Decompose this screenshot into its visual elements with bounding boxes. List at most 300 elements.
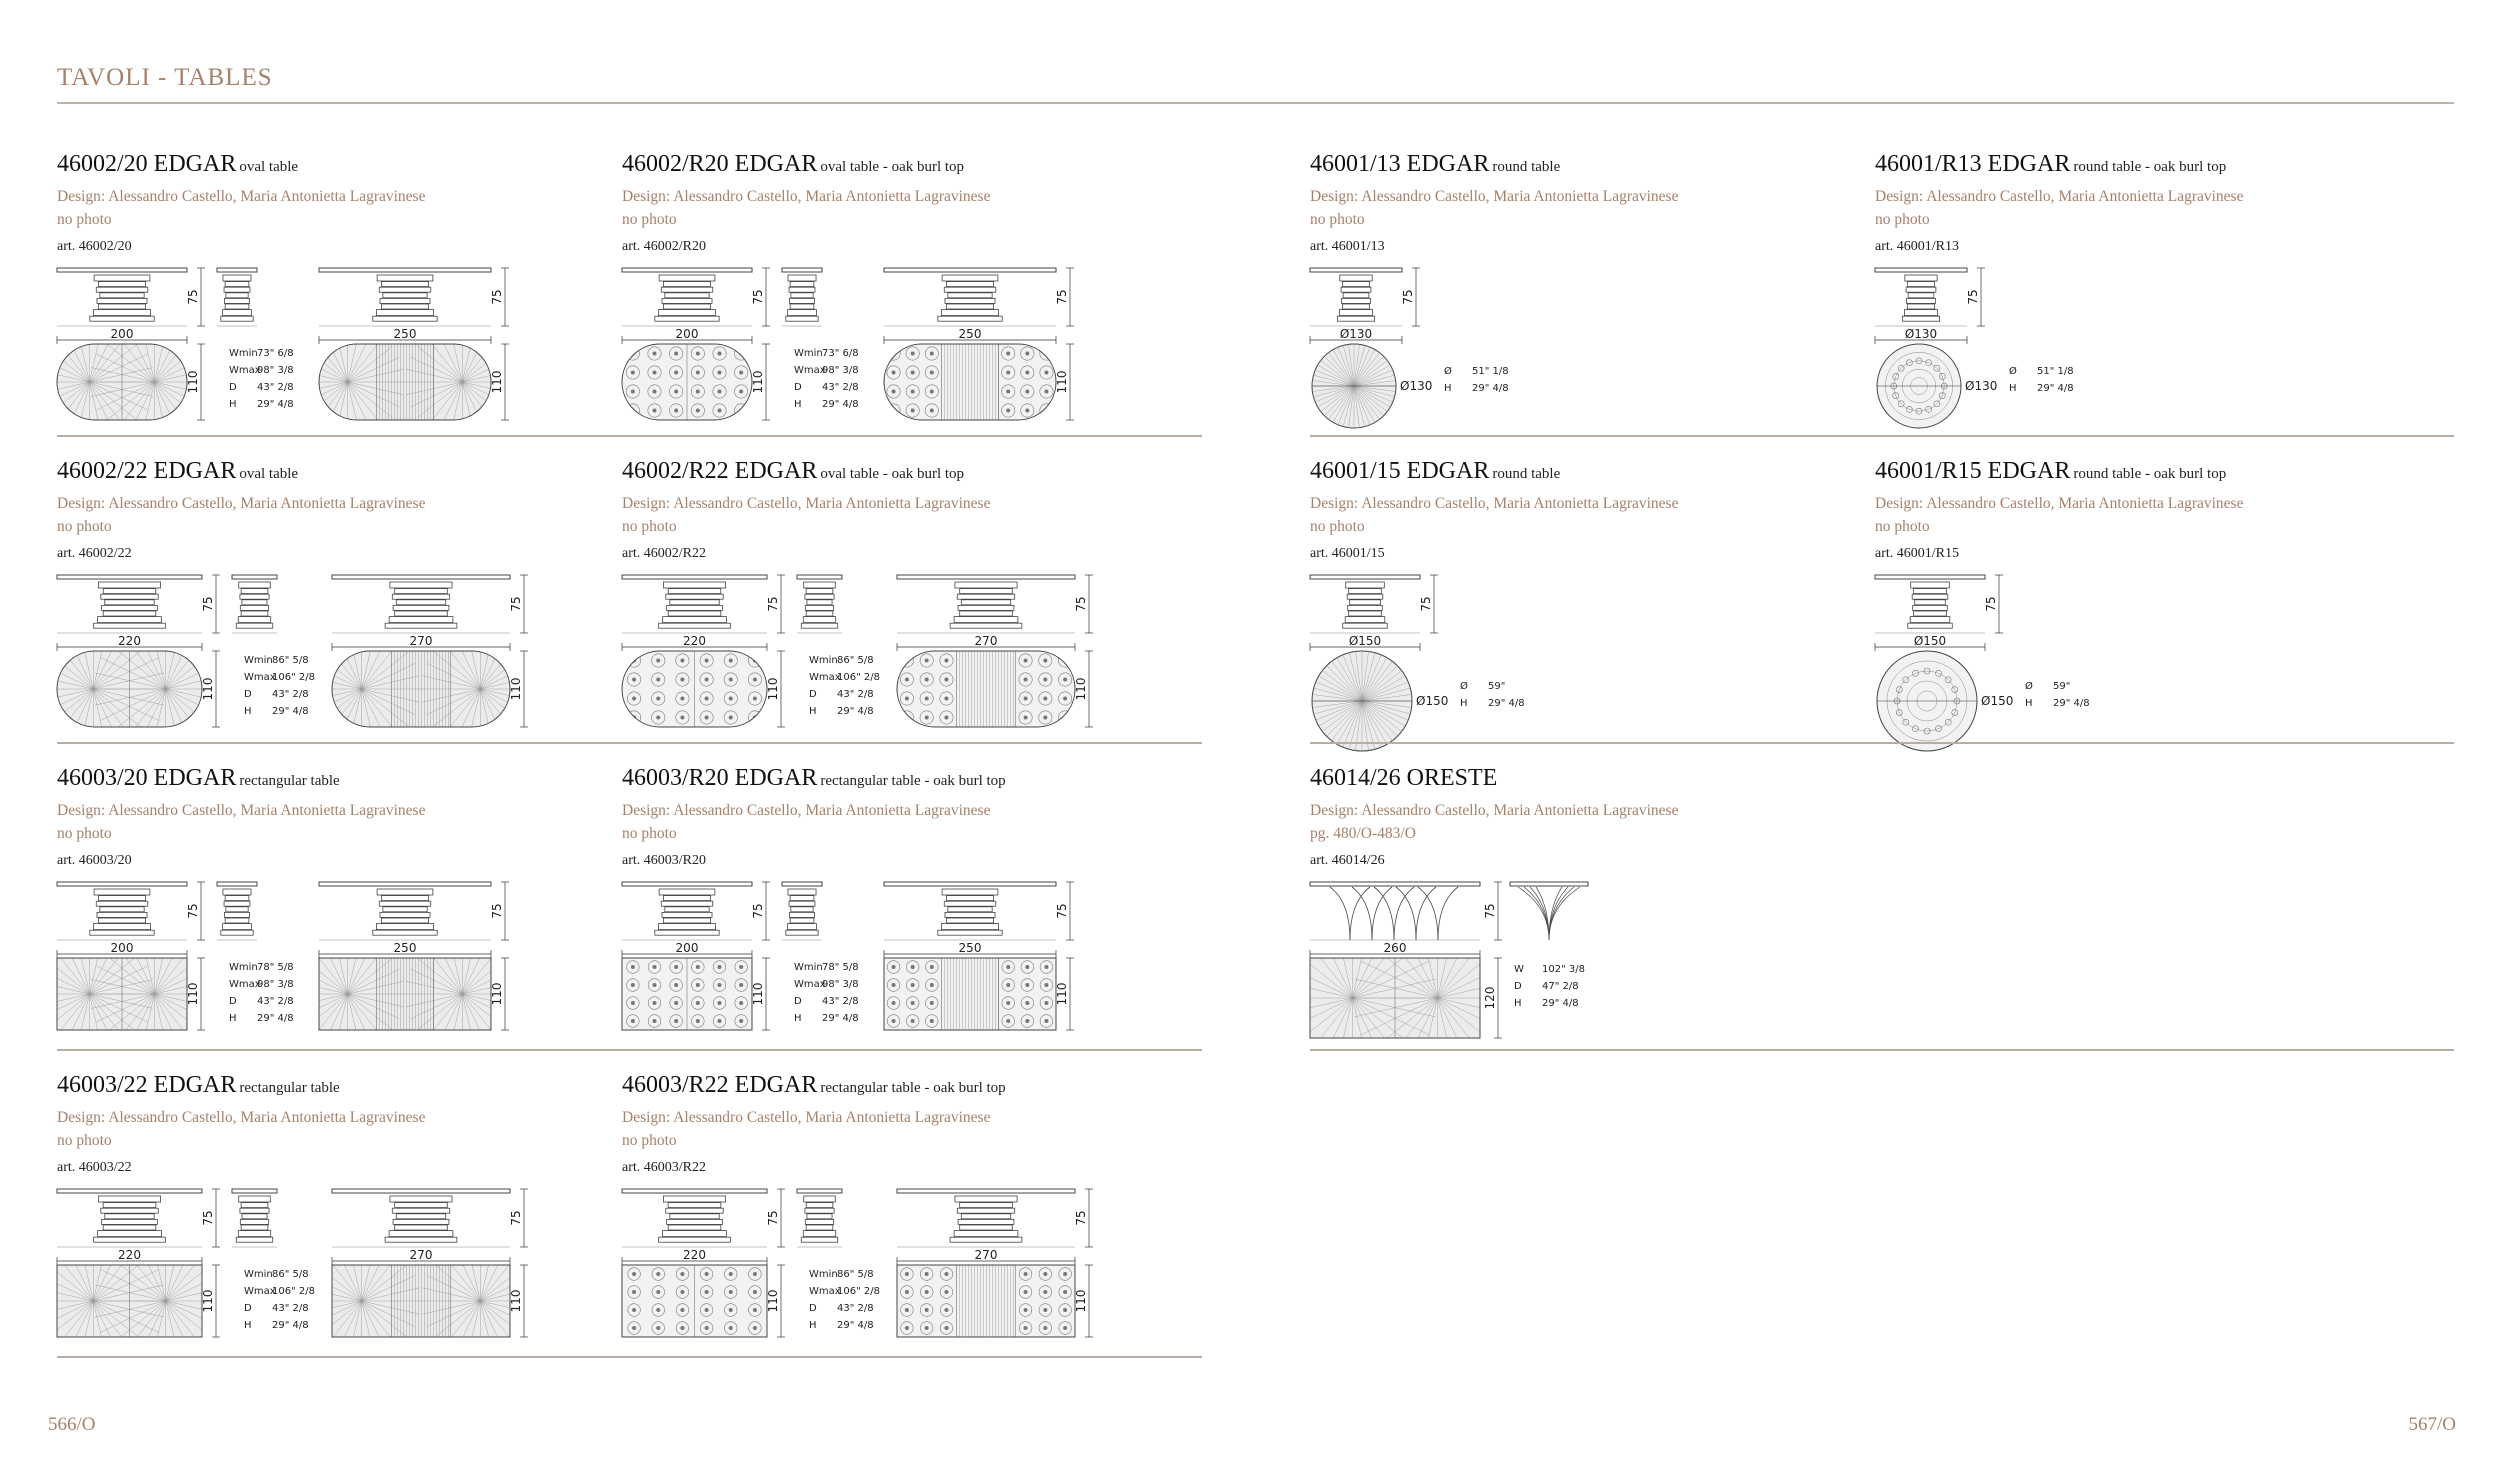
dimension-length-open: 250: [393, 941, 417, 955]
burl-dot: [1006, 965, 1010, 969]
pedestal-band: [790, 918, 814, 923]
spec-key: D: [809, 689, 817, 700]
spec-value: 29" 4/8: [822, 1013, 859, 1024]
pedestal-band: [221, 930, 253, 935]
product-title: [1310, 150, 1870, 181]
pedestal-band: [385, 1237, 457, 1242]
product-card: [1875, 457, 2435, 709]
burl-dot: [674, 371, 678, 375]
burl-dot: [632, 1326, 636, 1330]
dimension-height: 75: [201, 596, 215, 612]
dimension-depth: 110: [490, 982, 504, 1006]
burl-dot: [705, 697, 709, 701]
pedestal-band: [655, 316, 719, 321]
technical-drawing: [1310, 575, 1870, 755]
burl-dot: [930, 1001, 934, 1005]
pedestal-band: [663, 617, 727, 623]
product-card: [57, 1071, 617, 1331]
dimension-length-closed: 200: [110, 941, 134, 955]
spec-key: W: [1514, 964, 1524, 975]
dimension-depth: 110: [766, 1289, 780, 1313]
pedestal-band: [223, 889, 251, 895]
burl-dot: [718, 965, 722, 969]
dimension-length-open: 270: [974, 634, 998, 648]
burl-dot: [631, 965, 635, 969]
burl-dot: [944, 716, 948, 720]
product-card: [57, 764, 617, 1024]
burl-dot: [680, 716, 684, 720]
product-type: round table: [1492, 466, 1561, 482]
pedestal-band: [791, 907, 813, 912]
technical-drawing: [622, 268, 1182, 448]
spec-value: 43" 2/8: [257, 382, 294, 393]
designer-credit: Design: Alessandro Castello, Maria Antonietta Lagravinese: [622, 495, 991, 512]
pedestal-band: [96, 901, 147, 906]
pedestal-band: [389, 617, 453, 623]
burl-dot: [729, 678, 733, 682]
pedestal-band: [957, 1208, 1014, 1213]
burl-dot: [905, 678, 909, 682]
pedestal-band: [373, 930, 437, 935]
burl-dot: [705, 1272, 709, 1276]
spec-value: 78" 5/8: [257, 962, 294, 973]
photo-note: no photo: [57, 1132, 112, 1149]
spec-key: Wmin: [244, 655, 273, 666]
burl-dot: [1024, 1272, 1028, 1276]
header-rule: [57, 102, 2454, 104]
spec-value: 73" 6/8: [257, 348, 294, 359]
side-leg: [1536, 887, 1549, 940]
top-pattern: [897, 1265, 1075, 1337]
designer-credit: Design: Alessandro Castello, Maria Antonietta Lagravinese: [1310, 802, 1679, 819]
dimension-height: 75: [1401, 289, 1415, 305]
spec-key: Wmin: [794, 962, 823, 973]
product-code: 46001/15 EDGAR: [1310, 458, 1490, 484]
pedestal-band: [377, 889, 433, 895]
pedestal-band: [103, 1203, 156, 1208]
spec-key: H: [229, 399, 237, 410]
photo-note: no photo: [622, 825, 677, 842]
dimension-depth: 110: [509, 677, 523, 701]
pedestal-band: [1902, 316, 1939, 321]
photo-note: no photo: [622, 211, 677, 228]
burl-dot: [892, 371, 896, 375]
top-fill: [897, 651, 1075, 727]
burl-dot: [705, 716, 709, 720]
drawing-group: [622, 575, 1093, 727]
pedestal-band: [788, 310, 817, 316]
designer-credit: Design: Alessandro Castello, Maria Antonietta Lagravinese: [622, 188, 991, 205]
dimension-depth: 110: [186, 982, 200, 1006]
designer-credit: Design: Alessandro Castello, Maria Antonietta Lagravinese: [622, 1109, 991, 1126]
dimension-length-open: 250: [393, 327, 417, 341]
spec-value: 29" 4/8: [1488, 698, 1525, 709]
pedestal-band: [1346, 582, 1385, 588]
pedestal-band: [392, 1208, 449, 1213]
pedestal-band: [663, 1231, 727, 1237]
technical-drawing: [622, 575, 1182, 755]
pedestal-band: [241, 611, 268, 616]
pedestal-band: [663, 304, 710, 309]
dimension-depth: 110: [1055, 370, 1069, 394]
spec-value: 43" 2/8: [837, 689, 874, 700]
table-top-elevation: [217, 882, 257, 886]
spec-key: Ø: [1460, 681, 1468, 692]
technical-drawing: [1310, 268, 1870, 448]
burl-dot: [718, 409, 722, 413]
burl-dot: [1006, 352, 1010, 356]
burl-dot: [705, 659, 709, 663]
photo-note: no photo: [1310, 518, 1365, 535]
pedestal-band: [1343, 293, 1369, 298]
burl-dot: [739, 390, 743, 394]
top-pattern: [897, 651, 1075, 727]
burl-dot: [696, 1001, 700, 1005]
product-type: rectangular table - oak burl top: [820, 1080, 1006, 1096]
page-number-right: 567/O: [2408, 1414, 2456, 1435]
product-title: [622, 764, 1182, 795]
burl-dot: [696, 965, 700, 969]
spec-key: Ø: [2025, 681, 2033, 692]
spec-key: H: [244, 1320, 252, 1331]
dimension-diameter: Ø150: [1348, 634, 1382, 648]
technical-drawing: [1875, 575, 2435, 755]
pedestal-band: [98, 1196, 160, 1202]
pedestal-band: [805, 1208, 834, 1213]
technical-drawing: [1310, 882, 1870, 1062]
table-top-elevation: [782, 882, 822, 886]
photo-note: no photo: [622, 1132, 677, 1149]
pedestal-band: [663, 1196, 725, 1202]
spec-value: 106" 2/8: [837, 672, 880, 683]
burl-dot: [696, 371, 700, 375]
burl-dot: [1025, 371, 1029, 375]
pedestal-band: [791, 293, 813, 298]
spec-key: Wmax: [794, 979, 826, 990]
pedestal-band: [392, 594, 449, 599]
pedestal-band: [90, 316, 154, 321]
pedestal-band: [376, 310, 433, 316]
pedestal-band: [379, 287, 430, 292]
burl-dot: [925, 1326, 929, 1330]
product-type: rectangular table: [239, 773, 340, 789]
burl-dot: [680, 1326, 684, 1330]
spec-key: Wmin: [809, 1269, 838, 1280]
burl-dot: [905, 1326, 909, 1330]
top-fill: [884, 344, 1056, 420]
burl-dot: [696, 409, 700, 413]
dimension-height: 75: [201, 1210, 215, 1226]
pedestal-band: [98, 282, 145, 287]
pedestal-band: [789, 287, 815, 292]
pedestal-band: [663, 582, 725, 588]
pedestal-band: [941, 924, 998, 930]
technical-drawing: [622, 1189, 1182, 1369]
pedestal-band: [383, 907, 427, 912]
burl-dot: [653, 1001, 657, 1005]
burl-dot: [1044, 965, 1048, 969]
pedestal-band: [98, 1231, 162, 1237]
spec-key: D: [229, 382, 237, 393]
burl-dot: [631, 1019, 635, 1023]
spec-value: 47" 2/8: [1542, 981, 1579, 992]
pedestal-band: [801, 623, 837, 628]
burl-dot: [696, 352, 700, 356]
pedestal-band: [805, 594, 834, 599]
spec-key: H: [794, 399, 802, 410]
pedestal-band: [240, 605, 268, 610]
drawing-group: [1310, 575, 1525, 751]
table-top-elevation: [622, 1189, 767, 1193]
article-number: art. 46014/26: [1310, 853, 1385, 868]
designer-credit: Design: Alessandro Castello, Maria Antonietta Lagravinese: [57, 188, 426, 205]
product-card: [57, 457, 617, 717]
pedestal-band: [103, 1225, 156, 1230]
spec-key: Wmin: [794, 348, 823, 359]
dimension-depth: 110: [1055, 982, 1069, 1006]
spec-value: 98" 3/8: [822, 365, 859, 376]
pedestal-band: [790, 304, 814, 309]
spec-value: 43" 2/8: [822, 382, 859, 393]
pedestal-band: [659, 623, 731, 628]
burl-dot: [739, 1019, 743, 1023]
technical-drawing: [57, 882, 617, 1062]
pedestal-band: [1342, 304, 1369, 309]
product-code: 46003/20 EDGAR: [57, 765, 237, 791]
pedestal-band: [90, 930, 154, 935]
burl-dot: [1044, 983, 1048, 987]
photo-note: no photo: [1310, 211, 1365, 228]
pedestal-band: [789, 912, 814, 917]
burl-dot: [705, 1290, 709, 1294]
spec-value: 29" 4/8: [272, 706, 309, 717]
spec-value: 78" 5/8: [822, 962, 859, 973]
pedestal-band: [225, 304, 249, 309]
pedestal-band: [1348, 605, 1383, 610]
pedestal-band: [1349, 589, 1382, 594]
product-type: round table - oak burl top: [2073, 466, 2227, 482]
row-separator: [1310, 742, 2454, 744]
pedestal-band: [395, 611, 448, 616]
product-code: 46003/22 EDGAR: [57, 1072, 237, 1098]
drawing-group: [1875, 575, 2090, 751]
product-card: [622, 150, 1182, 410]
burl-dot: [1024, 1326, 1028, 1330]
article-number: art. 46003/R20: [622, 853, 706, 868]
pedestal-band: [790, 282, 814, 287]
pedestal-band: [381, 304, 428, 309]
table-top-elevation: [622, 268, 752, 272]
burl-dot: [925, 1272, 929, 1276]
burl-dot: [944, 1326, 948, 1330]
pedestal-band: [806, 589, 833, 594]
pedestal-band: [240, 1219, 268, 1224]
technical-drawing: [622, 882, 1182, 1062]
pedestal-band: [98, 304, 145, 309]
dimension-diameter: Ø130: [1904, 327, 1938, 341]
burl-dot: [653, 983, 657, 987]
article-number: art. 46003/22: [57, 1160, 132, 1175]
pedestal-band: [97, 298, 147, 303]
pedestal-band: [225, 896, 249, 901]
drawing-group: [1875, 268, 2074, 428]
article-number: art. 46003/20: [57, 853, 132, 868]
table-top-elevation: [232, 1189, 277, 1193]
pedestal-band: [670, 1214, 719, 1219]
page-number-left: 566/O: [48, 1414, 96, 1435]
dimension-diameter-plan: Ø130: [1965, 379, 1998, 393]
drawing-group: [622, 882, 1074, 1030]
drawing-group: [25, 882, 520, 1059]
product-card: [622, 764, 1182, 1024]
top-pattern: [884, 344, 1056, 420]
pedestal-band: [663, 918, 710, 923]
pedestal-band: [239, 1196, 271, 1202]
pedestal-band: [960, 1225, 1013, 1230]
burl-dot: [674, 1001, 678, 1005]
dimension-height: 75: [490, 903, 504, 919]
spec-value: 106" 2/8: [272, 1286, 315, 1297]
pedestal-band: [102, 605, 158, 610]
burl-dot: [944, 697, 948, 701]
spec-value: 59": [2053, 681, 2071, 692]
burl-dot: [1063, 1308, 1067, 1312]
pedestal-band: [224, 298, 249, 303]
drawing-group: [1310, 268, 1509, 428]
dimension-depth: 110: [751, 370, 765, 394]
burl-dot: [911, 371, 915, 375]
spec-key: H: [229, 1013, 237, 1024]
side-top: [1510, 882, 1588, 886]
pedestal-band: [668, 589, 721, 594]
burl-dot: [696, 983, 700, 987]
pedestal-band: [223, 924, 252, 930]
page-title: TAVOLI - TABLES: [57, 64, 273, 91]
pedestal-band: [807, 600, 832, 605]
burl-dot: [1063, 697, 1067, 701]
designer-credit: Design: Alessandro Castello, Maria Antonietta Lagravinese: [57, 495, 426, 512]
pedestal-band: [655, 930, 719, 935]
table-top-elevation: [782, 268, 822, 272]
pedestal-band: [389, 1231, 453, 1237]
burl-dot: [674, 983, 678, 987]
burl-dot: [1024, 678, 1028, 682]
spec-value: 86" 5/8: [837, 655, 874, 666]
burl-dot: [718, 983, 722, 987]
product-title: [622, 150, 1182, 181]
dimension-length-closed: 200: [675, 941, 699, 955]
pedestal-band: [945, 912, 995, 917]
top-fill: [897, 1265, 1075, 1337]
technical-drawing: [57, 575, 617, 755]
spec-key: Wmax: [809, 672, 841, 683]
product-card: [622, 1071, 1182, 1331]
pedestal-band: [1908, 623, 1953, 628]
pedestal-band: [1905, 275, 1937, 281]
dimension-length-closed: 200: [110, 327, 134, 341]
product-title: [1875, 150, 2435, 181]
designer-credit: Design: Alessandro Castello, Maria Antonietta Lagravinese: [57, 802, 426, 819]
spec-value: 51" 1/8: [2037, 366, 2074, 377]
technical-drawing: [1875, 268, 2435, 448]
table-top-elevation: [57, 268, 187, 272]
pedestal-band: [960, 611, 1013, 616]
pedestal-band: [938, 316, 1002, 321]
spec-key: Wmin: [244, 1269, 273, 1280]
pedestal-band: [105, 600, 154, 605]
dimension-height: 75: [766, 596, 780, 612]
burl-dot: [892, 1019, 896, 1023]
pedestal-band: [788, 889, 816, 895]
spec-key: Ø: [1444, 366, 1452, 377]
burl-dot: [631, 1001, 635, 1005]
pedestal-band: [223, 310, 252, 316]
dimension-diameter-plan: Ø130: [1400, 379, 1433, 393]
spec-key: D: [794, 382, 802, 393]
technical-drawing: [57, 268, 617, 448]
product-title: [622, 457, 1182, 488]
dimension-depth: 110: [186, 370, 200, 394]
product-card: [57, 150, 617, 410]
photo-note: no photo: [57, 825, 112, 842]
pedestal-band: [241, 1225, 268, 1230]
burl-dot: [1006, 371, 1010, 375]
spec-key: Wmax: [244, 1286, 276, 1297]
spec-value: 51" 1/8: [1472, 366, 1509, 377]
burl-dot: [753, 1272, 757, 1276]
pedestal-band: [958, 605, 1014, 610]
pedestal-band: [1345, 617, 1385, 623]
pedestal-band: [663, 282, 710, 287]
pedestal-band: [1349, 611, 1382, 616]
table-top-elevation: [57, 882, 187, 886]
product-card: [1310, 457, 1870, 709]
table-top-elevation: [1875, 575, 1985, 579]
burl-dot: [729, 1290, 733, 1294]
burl-dot: [718, 352, 722, 356]
pedestal-band: [240, 1208, 269, 1213]
pedestal-band: [658, 310, 715, 316]
table-top-elevation: [57, 575, 202, 579]
pedestal-band: [941, 310, 998, 316]
pedestal-band: [662, 298, 712, 303]
pedestal-band: [93, 924, 150, 930]
pedestal-band: [944, 287, 995, 292]
burl-dot: [944, 678, 948, 682]
burl-dot: [1025, 1001, 1029, 1005]
dimension-length-closed: 200: [675, 327, 699, 341]
spec-key: D: [229, 996, 237, 1007]
row-separator: [1310, 435, 2454, 437]
burl-dot: [930, 965, 934, 969]
pedestal-band: [803, 1231, 835, 1237]
pedestal-band: [396, 600, 445, 605]
burl-dot: [1063, 678, 1067, 682]
burl-dot: [674, 1019, 678, 1023]
pedestal-band: [1339, 310, 1372, 316]
spec-value: 29" 4/8: [822, 399, 859, 410]
burl-dot: [911, 409, 915, 413]
pedestal-band: [105, 1214, 154, 1219]
burl-dot: [739, 983, 743, 987]
dimension-height: 75: [766, 1210, 780, 1226]
pedestal-band: [226, 907, 248, 912]
spec-key: H: [1514, 998, 1522, 1009]
burl-dot: [905, 1272, 909, 1276]
pedestal-band: [1907, 298, 1936, 303]
pedestal-band: [804, 582, 836, 588]
product-title: [57, 150, 617, 181]
